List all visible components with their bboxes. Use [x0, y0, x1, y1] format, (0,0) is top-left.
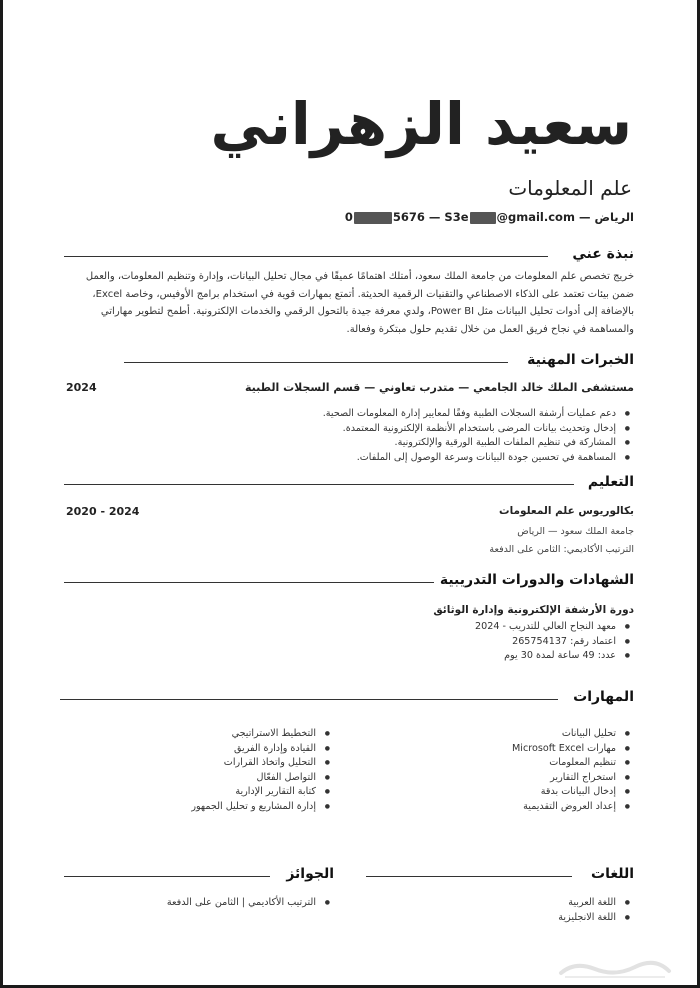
list-item: ● التخطيط الاستراتيجي [191, 727, 330, 742]
awards-title: الجوائز [286, 866, 334, 882]
experience-heading [64, 352, 634, 372]
skills-heading [60, 689, 634, 709]
list-item: ● الترتيب الأكاديمي | الثامن على الدفعة [167, 896, 330, 911]
list-item: ● اعتماد رقم: 265754137 [475, 635, 630, 650]
awards-heading [64, 866, 334, 886]
languages-heading [366, 866, 634, 886]
list-item: ● اللغة العربية [558, 896, 630, 911]
job-title: علم المعلومات [508, 176, 632, 200]
list-item: ● إدخال البيانات بدقة [512, 785, 630, 800]
list-item: ● اللغة الانجليزية [558, 911, 630, 926]
section-divider [60, 699, 558, 700]
skills-left-col [191, 727, 330, 815]
education-heading [64, 474, 634, 494]
list-item: ● إعداد العروض التقديمية [512, 800, 630, 815]
list-item: ● استخراج التقارير [512, 771, 630, 786]
education-university: جامعة الملك سعود — الرياض [517, 526, 634, 537]
list-item: ● دعم عمليات أرشفة السجلات الطبية وفقًا لمعايير إدارة المعلومات الصحية. [323, 407, 630, 422]
skills-right-col [512, 727, 630, 815]
email-prefix: S3e [444, 210, 469, 224]
education-title: التعليم [587, 474, 634, 490]
certs-bullets [475, 620, 630, 664]
awards-list [167, 896, 330, 911]
list-item: ● معهد النجاح العالي للتدريب - 2024 [475, 620, 630, 635]
certs-heading [64, 572, 634, 592]
education-years: 2020 - 2024 [66, 505, 140, 518]
about-line: خريج تخصص علم المعلومات من جامعة الملك سعود، أمتلك اهتمامًا عميقًا في مجال تحليل البيانات، وإدارة وتنظيم المعلومات، والعمل [85, 271, 634, 282]
contact-email[interactable] [444, 210, 575, 224]
redaction-mark [470, 212, 496, 224]
education-degree: بكالوريوس علم المعلومات [499, 505, 634, 517]
list-item: ● المشاركة في تنظيم الملفات الطبية الورقية والإلكترونية. [323, 436, 630, 451]
list-item: ● تحليل البيانات [512, 727, 630, 742]
about-title: نبذة عني [572, 246, 634, 262]
section-divider [64, 582, 434, 583]
list-item: ● مهارات Microsoft Excel [512, 742, 630, 757]
section-divider [366, 876, 572, 877]
list-item: ● التواصل الفعّال [191, 771, 330, 786]
certs-course: دورة الأرشفة الإلكترونية وإدارة الوثائق [433, 604, 634, 616]
redaction-mark [354, 212, 392, 224]
about-paragraph [62, 268, 634, 338]
about-heading [64, 246, 634, 266]
section-divider [64, 256, 548, 257]
about-line: بالإضافة إلى أدوات تحليل البيانات مثل Power BI، ولدي معرفة جيدة بالتحول الرقمي والخدمات الإلكترونية. أطمح لتطوير مهاراتي [100, 306, 634, 317]
list-item: ● التحليل واتخاذ القرارات [191, 756, 330, 771]
experience-bullets [323, 407, 630, 465]
list-item: ● القيادة وإدارة الفريق [191, 742, 330, 757]
phone-suffix: 5676 [392, 210, 425, 224]
list-item: ● إدارة المشاريع و تحليل الجمهور [191, 800, 330, 815]
contact-phone [345, 210, 425, 224]
experience-title: الخبرات المهنية [527, 352, 634, 368]
languages-title: اللغات [591, 866, 634, 882]
languages-list [558, 896, 630, 925]
watermark-logo [555, 955, 675, 981]
contact-city: الرياض [594, 210, 634, 224]
list-item: ● المساهمة في تحسين جودة البيانات وسرعة الوصول إلى الملفات. [323, 451, 630, 466]
list-item: ● تنظيم المعلومات [512, 756, 630, 771]
about-line: ضمن بيئات تعتمد على الذكاء الاصطناعي والتقنيات الرقمية الحديثة. أتمتع بمهارات قوية في استخدام برامج الأوفيس، وخاصة Excel، [92, 288, 634, 300]
experience-job: مستشفى الملك خالد الجامعي — متدرب تعاوني — قسم السجلات الطبية [244, 381, 634, 394]
phone-prefix: 0 [344, 210, 353, 224]
candidate-name: سعيد الزهراني [210, 90, 632, 158]
contact-line: الرياض — S3e @gmail.com — 0 5676 [344, 210, 634, 224]
section-divider [64, 484, 574, 485]
skills-title: المهارات [573, 689, 634, 705]
experience-year: 2024 [66, 381, 97, 394]
email-domain: @gmail.com [496, 210, 575, 224]
certs-title: الشهادات والدورات التدريبية [439, 572, 634, 588]
about-line: والمساهمة في نجاح فريق العمل من خلال تقديم حلول مبتكرة وفعالة. [346, 323, 634, 335]
section-divider [64, 876, 270, 877]
section-divider [124, 362, 508, 363]
list-item: ● إدخال وتحديث بيانات المرضى باستخدام الأنظمة الإلكترونية المعتمدة. [323, 422, 630, 437]
page-border-left [0, 0, 3, 988]
list-item: ● عدد: 49 ساعة لمدة 30 يوم [475, 649, 630, 664]
education-rank: الترتيب الأكاديمي: الثامن على الدفعة [489, 544, 634, 555]
list-item: ● كتابة التقارير الإدارية [191, 785, 330, 800]
